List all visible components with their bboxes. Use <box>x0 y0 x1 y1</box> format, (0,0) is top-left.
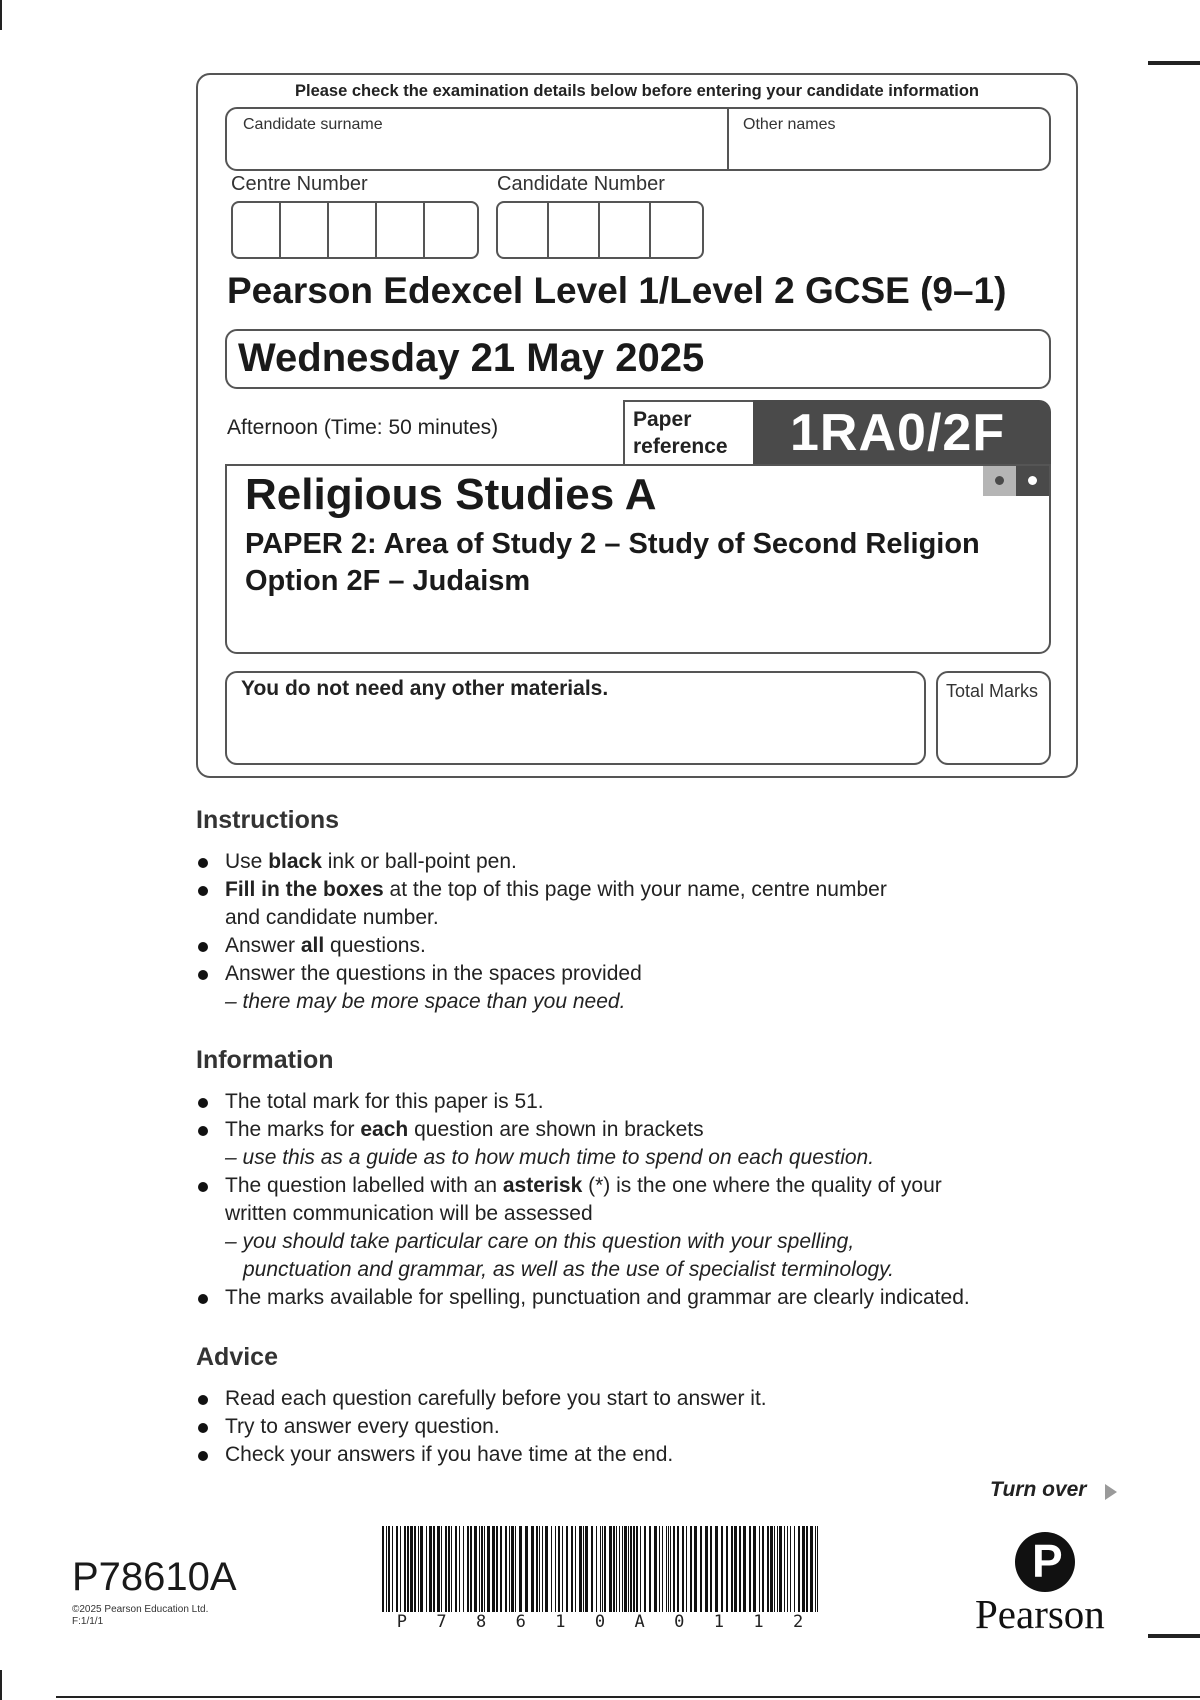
barcode-bar <box>636 1526 638 1612</box>
barcode-digit: P <box>396 1612 407 1632</box>
list-item: Answer the questions in the spaces provided – there may be more space than you need. <box>196 960 1096 1016</box>
materials-text: You do not need any other materials. <box>241 677 609 700</box>
list-item: Use black ink or ball-point pen. <box>196 848 1096 876</box>
barcode-bar <box>734 1526 737 1612</box>
barcode-bar <box>536 1526 538 1612</box>
barcode-bar <box>509 1526 510 1612</box>
barcode-bar <box>448 1526 450 1612</box>
barcode-bar <box>770 1526 773 1612</box>
print-code: F:1/1/1 <box>72 1616 104 1627</box>
barcode-bar <box>492 1526 495 1612</box>
total-marks-label: Total Marks <box>946 681 1039 701</box>
barcode-digit: 1 <box>555 1612 566 1632</box>
centre-digit-box[interactable] <box>233 203 281 257</box>
instructions-heading: Instructions <box>196 806 340 834</box>
centre-digit-box[interactable] <box>377 203 425 257</box>
barcode-bar <box>694 1526 697 1612</box>
barcode-bar <box>759 1526 760 1612</box>
barcode-digit: 0 <box>594 1612 606 1632</box>
barcode-bar <box>445 1526 447 1612</box>
subject-title: Religious Studies A <box>245 470 657 519</box>
paper-reference-label-box <box>623 400 753 466</box>
dot-icon <box>995 476 1004 485</box>
barcode-digit: 6 <box>515 1612 526 1632</box>
barcode-bar <box>505 1526 507 1612</box>
barcode-bar <box>810 1526 813 1612</box>
barcode-bar <box>806 1526 808 1612</box>
list-item: Check your answers if you have time at the end. <box>196 1441 1096 1469</box>
barcode-bar <box>571 1526 573 1612</box>
barcode-bar <box>400 1526 401 1612</box>
barcode-bar <box>779 1526 782 1612</box>
barcode-bar <box>437 1526 440 1612</box>
barcode-bar <box>463 1526 464 1612</box>
barcode-bar <box>519 1526 522 1612</box>
barcode-bar <box>388 1526 390 1612</box>
barcode-bar <box>815 1526 816 1612</box>
candidate-name-box <box>225 107 1051 171</box>
barcode-bar <box>382 1526 384 1612</box>
option-title: Option 2F – Judaism <box>245 565 531 597</box>
barcode-bar <box>441 1526 442 1612</box>
list-item: Answer all questions. <box>196 932 1096 960</box>
barcode-bar <box>420 1526 423 1612</box>
barcode-bar <box>525 1526 528 1612</box>
barcode-bar <box>710 1526 712 1612</box>
barcode-bar <box>575 1526 576 1612</box>
barcode-bar <box>705 1526 708 1612</box>
information-list <box>196 1088 1096 1312</box>
barcode-bar <box>628 1526 629 1612</box>
subject-box <box>225 464 1051 654</box>
barcode-bar <box>579 1526 582 1612</box>
crop-mark-top-right <box>1148 61 1200 65</box>
instructions-list <box>196 848 1096 1016</box>
barcode-bar <box>662 1526 663 1612</box>
paper-title <box>245 528 980 561</box>
barcode-digit: 8 <box>475 1612 487 1632</box>
pearson-wordmark: Pearson <box>975 1591 1105 1637</box>
barcode-bar <box>731 1526 733 1612</box>
barcode-digit: 1 <box>713 1612 724 1632</box>
barcode-bar <box>596 1526 597 1612</box>
barcode-bar <box>392 1526 393 1612</box>
paper-prefix: PAPER 2: <box>245 528 377 560</box>
paper-title-text: Area of Study 2 – Study of Second Religion <box>376 528 980 560</box>
barcode-bar <box>407 1526 409 1612</box>
other-names-label: Other names <box>743 116 836 133</box>
barcode-bar <box>562 1526 563 1612</box>
bottom-rule <box>56 1696 1200 1698</box>
barcode-bar <box>624 1526 627 1612</box>
pearson-logo-icon <box>1015 1532 1075 1592</box>
candidate-surname-label: Candidate surname <box>243 116 383 133</box>
barcode-bar <box>515 1526 516 1612</box>
barcode-bar <box>670 1526 671 1612</box>
barcode-bar <box>467 1526 469 1612</box>
total-marks-box[interactable] <box>936 671 1051 765</box>
crop-mark-bottom-left <box>0 1670 2 1700</box>
barcode-bar <box>774 1526 775 1612</box>
paper-reference-label-line2: reference <box>633 435 728 458</box>
barcode-bar <box>649 1526 651 1612</box>
barcode-bar <box>673 1526 675 1612</box>
barcode-bar <box>511 1526 514 1612</box>
paper-reference-code: 1RA0/2F <box>790 404 1006 462</box>
barcode-bar <box>677 1526 679 1612</box>
barcode-bar <box>753 1526 756 1612</box>
arrow-right-icon <box>1105 1484 1117 1500</box>
barcode-bar <box>404 1526 406 1612</box>
list-item: The question labelled with an asterisk (*) is the one where the quality of your written communication will be assessed – you should take particular care on this question with your spelling, punctuation and grammar, as well as the use of specialist terminology. <box>196 1172 1096 1284</box>
information-heading: Information <box>196 1046 334 1074</box>
centre-number-label: Centre Number <box>231 173 368 195</box>
barcode-bar <box>459 1526 460 1612</box>
paper-reference-label-line1: Paper <box>633 408 692 431</box>
barcode-bar <box>715 1526 718 1612</box>
barcode-digit: 1 <box>753 1612 764 1632</box>
barcode-bar <box>666 1526 667 1612</box>
barcode-bar <box>817 1526 818 1612</box>
candidate-number-label: Candidate Number <box>497 173 665 195</box>
barcode-bar <box>600 1526 601 1612</box>
barcode-bar <box>690 1526 692 1612</box>
barcode-bar <box>585 1526 588 1612</box>
barcode <box>382 1526 818 1620</box>
centre-number-boxes[interactable] <box>231 201 479 259</box>
barcode-bar <box>474 1526 477 1612</box>
barcode-bar <box>644 1526 646 1612</box>
barcode-bar <box>455 1526 457 1612</box>
dot-cell-dark <box>1016 466 1049 496</box>
barcode-bar <box>481 1526 483 1612</box>
barcode-digit: 7 <box>436 1612 447 1632</box>
crop-mark-bottom-right <box>1148 1634 1200 1638</box>
barcode-bar <box>622 1526 623 1612</box>
barcode-bar <box>659 1526 660 1612</box>
barcode-bar <box>743 1526 746 1612</box>
barcode-bar <box>555 1526 556 1612</box>
barcode-bar <box>654 1526 657 1612</box>
barcode-bar <box>640 1526 641 1612</box>
barcode-bar <box>451 1526 452 1612</box>
barcode-bar <box>591 1526 593 1612</box>
name-divider <box>727 109 729 169</box>
barcode-bar <box>386 1526 387 1612</box>
barcode-bar <box>604 1526 606 1612</box>
barcode-bar <box>633 1526 635 1612</box>
barcode-bar <box>767 1526 769 1612</box>
candidate-number-boxes[interactable] <box>496 201 704 259</box>
candidate-digit-box[interactable] <box>549 203 600 257</box>
paper-reference-code-box <box>753 400 1051 466</box>
exam-date: Wednesday 21 May 2025 <box>238 336 705 380</box>
copyright <box>72 1604 208 1628</box>
logo-letter: P <box>1032 1535 1063 1587</box>
barcode-bar <box>668 1526 669 1612</box>
barcode-digit: 2 <box>792 1612 804 1632</box>
barcode-bar <box>484 1526 485 1612</box>
centre-digit-box[interactable] <box>425 203 473 257</box>
centre-digit-box[interactable] <box>281 203 329 257</box>
qualification-title: Pearson Edexcel Level 1/Level 2 GCSE (9–1) <box>227 270 1007 311</box>
copyright-line: ©2025 Pearson Education Ltd. <box>72 1604 209 1615</box>
barcode-bar <box>794 1526 795 1612</box>
barcode-bar <box>686 1526 687 1612</box>
barcode-bar <box>496 1526 498 1612</box>
barcode-bar <box>721 1526 723 1612</box>
check-details-note: Please check the examination details below before entering your candidate information <box>294 82 979 100</box>
barcode-digit: A <box>634 1612 645 1632</box>
barcode-digit: 0 <box>674 1612 685 1632</box>
barcode-bar <box>749 1526 751 1612</box>
barcode-bar <box>414 1526 416 1612</box>
barcode-bar <box>609 1526 612 1612</box>
paper-reference-label <box>633 406 728 460</box>
barcode-bar <box>802 1526 805 1612</box>
barcode-bar <box>566 1526 568 1612</box>
barcode-bar <box>739 1526 741 1612</box>
barcode-bar <box>531 1526 534 1612</box>
advice-list <box>196 1385 1096 1469</box>
barcode-bar <box>418 1526 419 1612</box>
barcode-bar <box>479 1526 480 1612</box>
list-item: The total mark for this paper is 51. <box>196 1088 1096 1116</box>
candidate-digit-box[interactable] <box>498 203 549 257</box>
session-time: Afternoon (Time: 50 minutes) <box>227 416 499 439</box>
barcode-bar <box>602 1526 603 1612</box>
turn-over-label: Turn over <box>990 1478 1087 1501</box>
barcode-bar <box>433 1526 435 1612</box>
list-item: Read each question carefully before you start to answer it. <box>196 1385 1096 1413</box>
barcode-bar <box>558 1526 560 1612</box>
barcode-bar <box>500 1526 502 1612</box>
list-item: The marks for each question are shown in brackets – use this as a guide as to how much time to spend on each question. <box>196 1116 1096 1172</box>
crop-mark-top-left <box>0 0 2 30</box>
barcode-bar <box>545 1526 548 1612</box>
barcode-bar <box>470 1526 472 1612</box>
barcode-bar <box>726 1526 728 1612</box>
barcode-bar <box>700 1526 702 1612</box>
centre-digit-box[interactable] <box>329 203 377 257</box>
barcode-bar <box>616 1526 617 1612</box>
candidate-digit-box[interactable] <box>600 203 651 257</box>
barcode-bar <box>798 1526 800 1612</box>
advice-heading: Advice <box>196 1343 278 1371</box>
barcode-bar <box>583 1526 584 1612</box>
barcode-bar <box>542 1526 543 1612</box>
barcode-bar <box>790 1526 791 1612</box>
exam-date-box <box>225 329 1051 389</box>
barcode-bar <box>429 1526 432 1612</box>
materials-box <box>225 671 926 765</box>
barcode-bar <box>396 1526 398 1612</box>
barcode-bar <box>410 1526 413 1612</box>
barcode-digits <box>382 1612 818 1632</box>
candidate-digit-box[interactable] <box>651 203 702 257</box>
barcode-bar <box>787 1526 788 1612</box>
list-item: The marks available for spelling, punctuation and grammar are clearly indicated. <box>196 1284 1096 1312</box>
barcode-bar <box>487 1526 490 1612</box>
barcode-bar <box>682 1526 684 1612</box>
barcode-bar <box>539 1526 540 1612</box>
dot-cell-light <box>983 466 1016 496</box>
list-item: Try to answer every question. <box>196 1413 1096 1441</box>
barcode-bar <box>551 1526 552 1612</box>
barcode-bar <box>630 1526 632 1612</box>
orientation-dots <box>983 466 1049 496</box>
list-item: Fill in the boxes at the top of this page with your name, centre number and candidate number. <box>196 876 1096 932</box>
barcode-bar <box>619 1526 620 1612</box>
barcode-bar <box>613 1526 615 1612</box>
barcode-bar <box>777 1526 778 1612</box>
dot-icon <box>1028 476 1037 485</box>
barcode-bar <box>784 1526 785 1612</box>
paper-code: P78610A <box>72 1555 237 1599</box>
barcode-bar <box>762 1526 764 1612</box>
barcode-bar <box>426 1526 427 1612</box>
